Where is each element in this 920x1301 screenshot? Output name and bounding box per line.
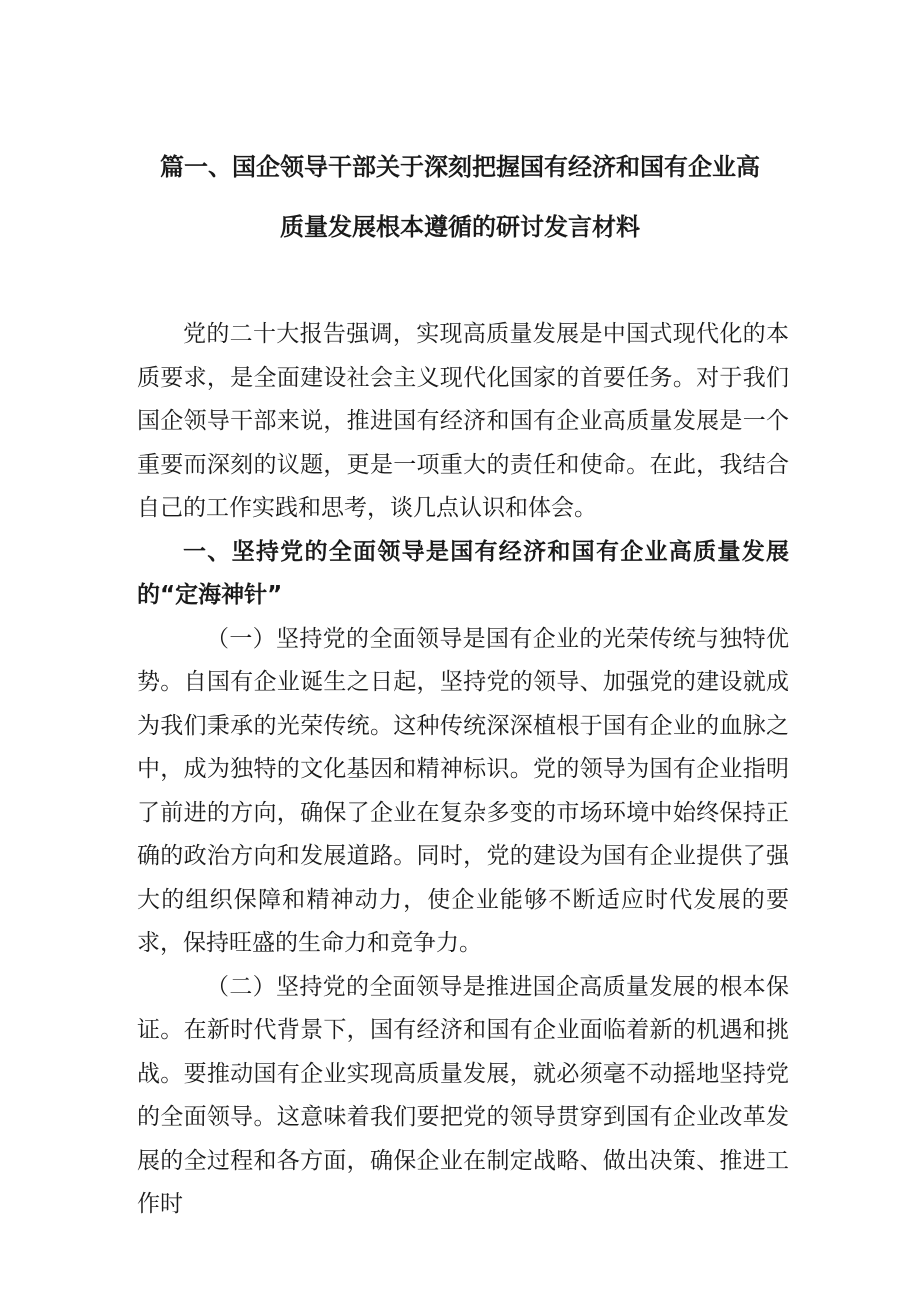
document-body [137,313,789,1227]
section-heading-1: 一、坚持党的全面领导是国有经济和国有企业高质量发展的“定海神针” [137,538,789,608]
subsection-paragraph-2: （二）坚持党的全面领导是推进国企高质量发展的根本保证。在新时代背景下，国有经济和国有企业面临着新的机遇和挑战。要推动国有企业实现高质量发展，就必须毫不动摇地坚持党的全面领导。这意味着我们要把党的领导贯穿到国有企业改革发展的全过程和各方面，确保企业在制定战略、做出决策、推进工作时 [137,973,789,1217]
document-title-line-1: 篇一、国企领导干部关于深刻把握国有经济和国有企业高 [160,153,760,181]
intro-paragraph: 党的二十大报告强调，实现高质量发展是中国式现代化的本质要求，是全面建设社会主义现代化国家的首要任务。对于我们国企领导干部来说，推进国有经济和国有企业高质量发展是一个重要而深刻的议题，更是一项重大的责任和使命。在此，我结合自己的工作实践和思考，谈几点认识和体会。 [137,321,789,521]
document-title-line-2: 质量发展根本遵循的研讨发言材料 [280,213,640,241]
subsection-paragraph-1: （一）坚持党的全面领导是国有企业的光荣传统与独特优势。自国有企业诞生之日起，坚持党的领导、加强党的建设就成为我们秉承的光荣传统。这种传统深深植根于国有企业的血脉之中，成为独特的文化基因和精神标识。党的领导为国有企业指明了前进的方向，确保了企业在复杂多变的市场环境中始终保持正确的政治方向和发展道路。同时，党的建设为国有企业提供了强大的组织保障和精神动力，使企业能够不断适应时代发展的要求，保持旺盛的生命力和竞争力。 [137,625,789,956]
